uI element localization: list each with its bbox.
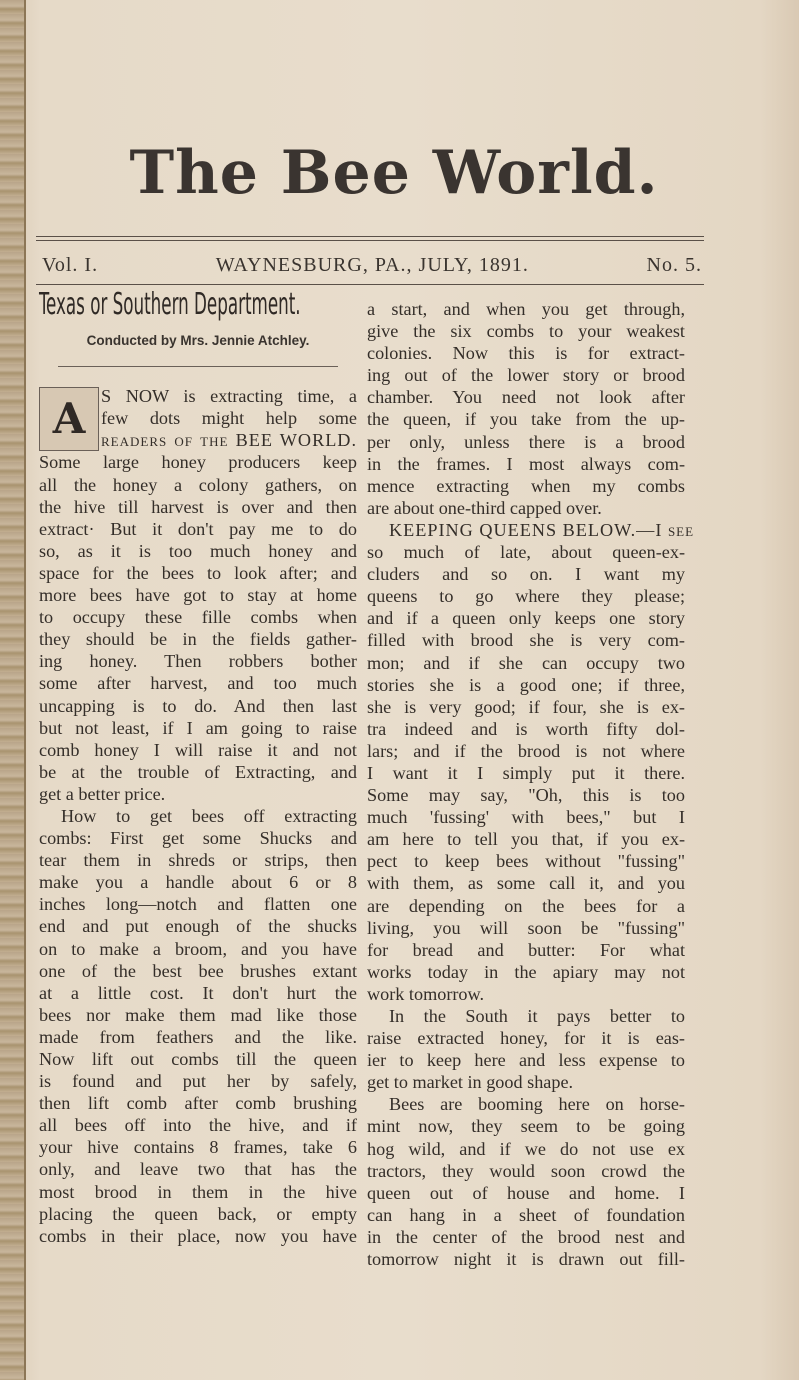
text-line: ier to keep here and less expense to — [367, 1050, 685, 1071]
text-line: at a little cost. It don't hurt the — [39, 982, 357, 1003]
text-line: made from feathers and the like. — [39, 1026, 357, 1047]
binding-spine — [0, 0, 26, 1380]
text-line: Some may say, "Oh, this is too — [367, 785, 685, 806]
text-line: much 'fussing' with bees," but I — [367, 807, 685, 828]
text-line: in the frames. I most always com- — [367, 453, 685, 474]
text-line: comb honey I will raise it and not — [39, 739, 357, 760]
text-line: the queen, if you take from the up- — [367, 409, 685, 430]
text-line: How to get bees off extracting — [61, 805, 357, 826]
text-line: per only, unless there is a brood — [367, 431, 685, 452]
text-line: inches long—notch and flatten one — [39, 894, 357, 915]
text-line: can hang in a sheet of foundation — [367, 1204, 685, 1225]
byline-rule — [58, 366, 338, 367]
masthead-rule-top-2 — [36, 240, 704, 241]
text-line: mence extracting when my combs — [367, 475, 685, 496]
text-line: the hive till harvest is over and then — [39, 496, 357, 517]
text-line: uncapping is to do. And then last — [39, 695, 357, 716]
text-line: give the six combs to your weakest — [367, 321, 685, 342]
text-line: chamber. You need not look after — [367, 387, 685, 408]
text-line: space for the bees to look after; and — [39, 562, 357, 583]
text-line: cluders and so on. I want my — [367, 564, 685, 585]
text-line: mon; and if she can occupy two — [367, 652, 685, 673]
text-line: filled with brood she is very com- — [367, 630, 685, 651]
section-heading: KEEPING QUEENS BELOW.—I see — [389, 519, 695, 540]
text-line: is found and put her by safely, — [39, 1071, 357, 1092]
text-line: pect to keep bees without "fussing" — [367, 851, 685, 872]
text-line: get to market in good shape. — [367, 1072, 574, 1093]
article-opening — [39, 385, 357, 451]
text-line: Now lift out combs till the queen — [39, 1049, 357, 1069]
text-line: am here to tell you that, if you ex- — [367, 829, 685, 850]
text-line: a start, and when you get through, — [367, 299, 685, 319]
text-line: mint now, they seem to be going — [367, 1116, 685, 1137]
text-line: to occupy these fille combs when — [39, 607, 357, 628]
text-line: extract· But it don't pay me to do — [39, 518, 357, 539]
text-line: on to make a broom, and you have — [39, 938, 357, 959]
text-line: living, you will soon be "fussing" — [367, 917, 685, 938]
text-line: S NOW is extracting time, a — [101, 386, 357, 407]
text-line: queen out of house and home. I — [367, 1182, 685, 1203]
text-line: few dots might help some — [101, 408, 357, 429]
text-line: more bees have got to stay at home — [39, 585, 357, 606]
text-line: get a better price. — [39, 783, 166, 804]
volume-label: Vol. I. — [42, 254, 99, 276]
text-line: queens to go where they please; — [367, 586, 685, 607]
text-line: make you a handle about 6 or 8 — [39, 872, 357, 893]
text-line: stories she is a good one; if three, — [367, 674, 685, 695]
text-line: some after harvest, and too much — [39, 673, 357, 694]
text-line: in the center of the brood nest and — [367, 1226, 685, 1247]
text-line: she is very good; if four, she is ex- — [367, 696, 685, 717]
text-line: but not least, if I am going to raise — [39, 717, 357, 738]
left-column — [39, 287, 357, 1247]
text-line: one of the best bee brushes extant — [39, 960, 357, 981]
text-line: are depending on the bees for a — [367, 895, 685, 916]
place-date: WAYNESBURG, PA., JULY, 1891. — [215, 254, 529, 276]
dateline — [42, 254, 702, 277]
text-line: works today in the apiary may not — [367, 961, 685, 982]
text-line: raise extracted honey, for it is eas- — [367, 1028, 685, 1049]
text-line: for bread and butter: For what — [367, 939, 685, 960]
text-line: most brood in them in the hive — [39, 1181, 357, 1202]
text-line: tractors, they would soon crowd the — [367, 1160, 685, 1181]
text-line: tomorrow night it is drawn out fill- — [367, 1249, 685, 1270]
text-line: tear them in shreds or strips, then — [39, 850, 357, 871]
text-line: Bees are booming here on horse- — [389, 1094, 685, 1115]
text-line: Some large honey producers keep — [39, 452, 357, 473]
text-line: they should be in the fields gather- — [39, 629, 357, 650]
text-line: lars; and if the brood is not where — [367, 740, 685, 761]
text-line: work tomorrow. — [367, 983, 485, 1004]
text-line: all bees off into the hive, and if — [39, 1115, 357, 1136]
text-line: so, as it is too much honey and — [39, 540, 357, 561]
text-line: placing the queen back, or empty — [39, 1203, 357, 1224]
text-line: all the honey a colony gathers, on — [39, 474, 357, 495]
text-line: ing out of the lower story or brood — [367, 365, 685, 386]
text-line: end and put enough of the shucks — [39, 916, 357, 937]
text-line: I want it I simply put it there. — [367, 762, 685, 783]
text-line: readers of the BEE WORLD. — [101, 430, 357, 451]
text-line: combs: First get some Shucks and — [39, 828, 357, 849]
text-line: your hive contains 8 frames, take 6 — [39, 1137, 357, 1158]
text-line: and if a queen only keeps one story — [367, 608, 685, 629]
text-line: so much of late, about queen-ex- — [367, 542, 685, 563]
text-line: only, and leave two that has the — [39, 1159, 357, 1180]
text-line: colonies. Now this is for extract- — [367, 343, 685, 364]
text-line: then lift comb after comb brushing — [39, 1093, 357, 1114]
text-line: hog wild, and if we do not use ex — [367, 1138, 685, 1159]
text-line: are about one-third capped over. — [367, 497, 602, 518]
text-line: combs in their place, now you have — [39, 1225, 357, 1246]
masthead-title: The Bee World. — [129, 138, 659, 208]
drop-cap: A — [39, 387, 99, 451]
text-line: In the South it pays better to — [389, 1006, 685, 1026]
dateline-rule-bottom — [36, 284, 704, 285]
text-line: tra indeed and is worth fifty dol- — [367, 718, 685, 739]
right-column — [367, 298, 695, 1270]
department-byline: Conducted by Mrs. Jennie Atchley. — [86, 333, 310, 349]
department-title: Texas or Southern Department. — [39, 287, 301, 322]
text-line: ing honey. Then robbers bother — [39, 651, 357, 672]
text-line: bees nor make them mad like those — [39, 1004, 357, 1025]
text-line: with them, as some call it, and you — [367, 873, 685, 894]
issue-number: No. 5. — [646, 254, 702, 276]
masthead-rule-top — [36, 236, 704, 237]
text-line: be at the trouble of Extracting, and — [39, 761, 357, 782]
